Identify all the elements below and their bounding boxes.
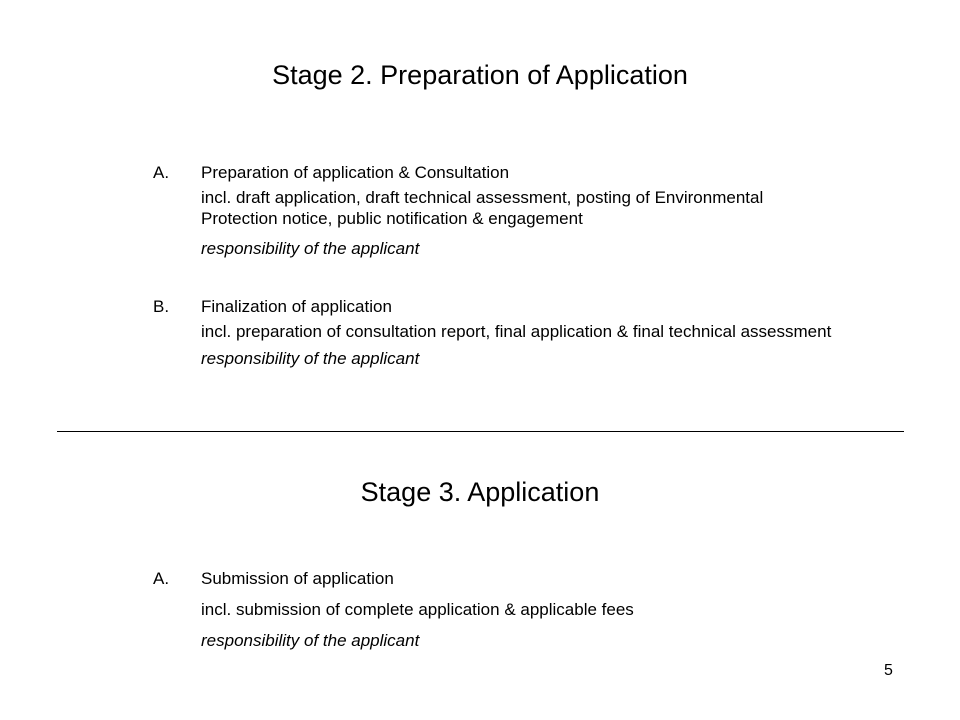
item-letter: A. xyxy=(153,569,170,588)
stage2-item-a xyxy=(153,162,913,259)
page-number: 5 xyxy=(884,662,893,679)
item-responsibility: responsibility of the applicant xyxy=(201,239,420,258)
item-heading: Preparation of application & Consultation xyxy=(201,163,510,182)
item-responsibility: responsibility of the applicant xyxy=(201,631,420,650)
stage3-item-a xyxy=(153,568,913,651)
item-detail: incl. submission of complete application & applicable fees xyxy=(201,600,634,619)
item-heading: Finalization of application xyxy=(201,297,392,316)
item-detail: incl. preparation of consultation report, final application & final technical assessment xyxy=(201,322,832,341)
stage3-title: Stage 3. Application xyxy=(360,477,600,507)
item-letter: B. xyxy=(153,297,170,316)
stage2-title: Stage 2. Preparation of Application xyxy=(272,60,688,90)
stage2-item-b xyxy=(153,296,913,369)
section-divider xyxy=(57,431,904,432)
item-detail: incl. draft application, draft technical assessment, posting of Environmental Protection notice, public notification & engagement xyxy=(201,188,764,228)
item-letter: A. xyxy=(153,163,170,182)
item-heading: Submission of application xyxy=(201,569,394,588)
item-responsibility: responsibility of the applicant xyxy=(201,349,420,368)
